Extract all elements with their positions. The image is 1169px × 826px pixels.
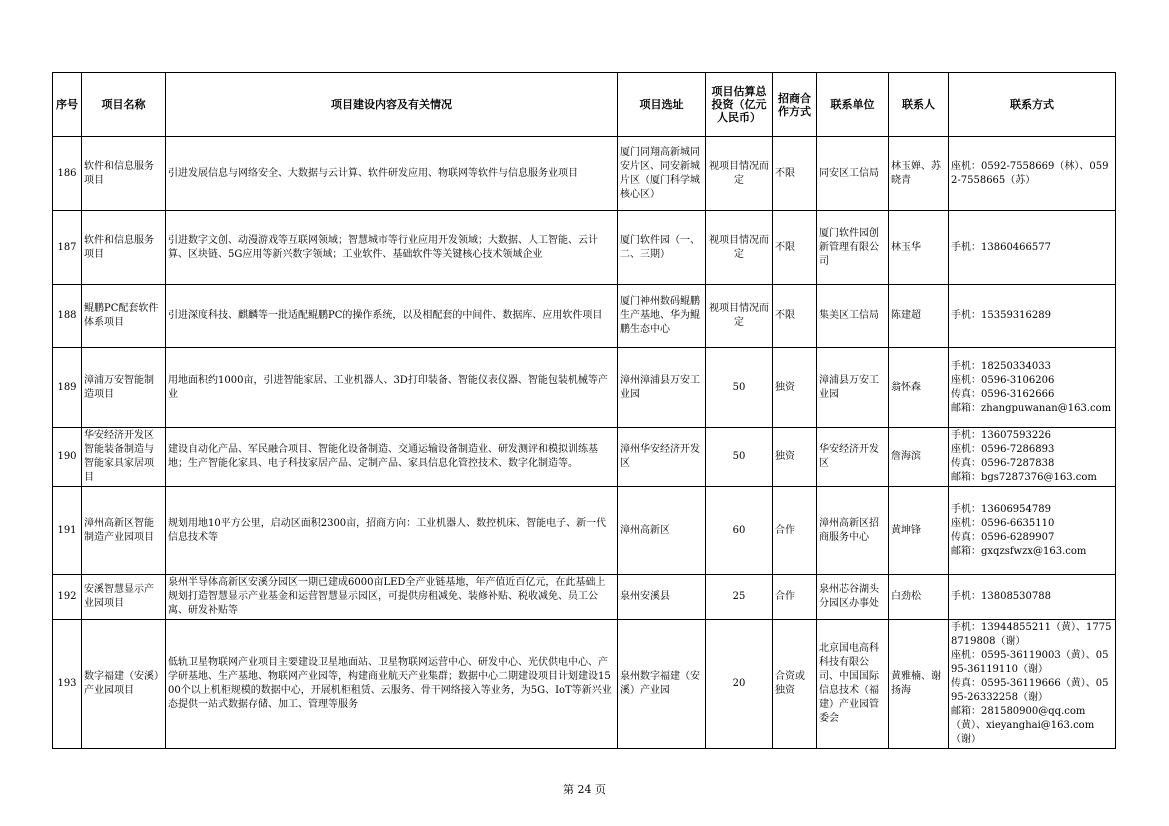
cell-content: 规划用地10平方公里，启动区面积2300亩，招商方向：工业机器人、数控机床、智能电子、新一代信息技术等 [166,487,618,575]
table-row [53,575,1116,620]
header-person: 联系人 [889,73,949,137]
header-content: 项目建设内容及有关情况 [166,73,618,137]
cell-name: 鲲鹏PC配套软件体系项目 [82,285,166,348]
table-row [53,137,1116,211]
cell-name: 软件和信息服务项目 [82,137,166,211]
header-name: 项目名称 [82,73,166,137]
cell-mode: 不限 [773,137,817,211]
cell-mode: 不限 [773,285,817,348]
cell-unit: 漳州高新区招商服务中心 [817,487,889,575]
cell-contact: 手机：13860466577 [949,211,1116,285]
cell-person: 林玉婵、苏晓青 [889,137,949,211]
cell-site: 厦门软件园（一、二、三期） [618,211,706,285]
cell-unit: 漳浦县万安工业园 [817,348,889,428]
table-row [53,428,1116,487]
cell-name: 安溪智慧显示产业园项目 [82,575,166,620]
cell-investment: 60 [706,487,773,575]
cell-no: 188 [53,285,82,348]
cell-person: 翁怀森 [889,348,949,428]
cell-person: 黄坤锋 [889,487,949,575]
cell-site: 漳州华安经济开发区 [618,428,706,487]
cell-person: 白劲松 [889,575,949,620]
cell-investment: 视项目情况而定 [706,285,773,348]
cell-name: 华安经济开发区智能装备制造与智能家具家居项目 [82,428,166,487]
cell-unit: 同安区工信局 [817,137,889,211]
header-unit: 联系单位 [817,73,889,137]
cell-contact: 手机：13606954789 座机：0596-6635110 传真：0596-6289907 邮箱：gxqzsfwzx@163.com [949,487,1116,575]
cell-investment: 50 [706,428,773,487]
cell-no: 193 [53,620,82,749]
cell-site: 漳州高新区 [618,487,706,575]
header-row [53,73,1116,137]
cell-name: 漳州高新区智能制造产业园项目 [82,487,166,575]
cell-contact: 手机：18250334033 座机：0596-3106206 传真：0596-3162666 邮箱：zhangpuwanan@163.com [949,348,1116,428]
cell-unit: 集美区工信局 [817,285,889,348]
cell-mode: 不限 [773,211,817,285]
cell-investment: 视项目情况而定 [706,137,773,211]
table-row [53,487,1116,575]
header-no: 序号 [53,73,82,137]
cell-contact: 手机：13607593226 座机：0596-7286893 传真：0596-7287838 邮箱：bgs7287376@163.com [949,428,1116,487]
cell-content: 用地面积约1000亩，引进智能家居、工业机器人、3D打印装备、智能仪表仪器、智能包装机械等产业 [166,348,618,428]
cell-contact: 手机：13944855211（黄）、17758719808（谢） 座机：0595-36119003（黄）、0595-36119110（谢） 传真：0595-36119666（黄）、0595-26332258（谢） 邮箱：281580900@qq.com（黄）、xieyanghai@163.com（谢） [949,620,1116,749]
cell-contact: 手机：15359316289 [949,285,1116,348]
cell-content: 引进发展信息与网络安全、大数据与云计算、软件研发应用、物联网等软件与信息服务业项目 [166,137,618,211]
cell-mode: 独资 [773,428,817,487]
cell-mode: 合资或独资 [773,620,817,749]
table-row [53,620,1116,749]
cell-content: 泉州半导体高新区安溪分园区一期已建成6000亩LED全产业链基地，年产值近百亿元，在此基础上规划打造智慧显示产业基金和运营智慧显示园区，可提供房租减免、装修补贴、税收减免、员工公寓、研发补贴等 [166,575,618,620]
table-row [53,348,1116,428]
cell-name: 软件和信息服务项目 [82,211,166,285]
cell-unit: 北京国电高科科技有限公司、中国国际信息技术（福建）产业园管委会 [817,620,889,749]
cell-site: 厦门神州数码鲲鹏生产基地、华为鲲鹏生态中心 [618,285,706,348]
cell-name: 数字福建（安溪）产业园项目 [82,620,166,749]
cell-contact: 座机：0592-7558669（林）、0592-7558665（苏） [949,137,1116,211]
table-row [53,211,1116,285]
cell-content: 引进数字文创、动漫游戏等互联网领域；智慧城市等行业应用开发领域；大数据、人工智能、云计算、区块链、5G应用等新兴数字领域；工业软件、基础软件等关键核心技术领域企业 [166,211,618,285]
cell-no: 189 [53,348,82,428]
cell-no: 186 [53,137,82,211]
cell-no: 190 [53,428,82,487]
cell-site: 泉州安溪县 [618,575,706,620]
project-table [52,72,1116,749]
cell-site: 厦门同翔高新城同安片区、同安新城片区（厦门科学城核心区） [618,137,706,211]
table-row [53,285,1116,348]
cell-person: 林玉华 [889,211,949,285]
cell-site: 泉州数字福建（安溪）产业园 [618,620,706,749]
cell-investment: 50 [706,348,773,428]
cell-content: 引进深度科技、麒麟等一批适配鲲鹏PC的操作系统，以及相配套的中间件、数据库、应用软件项目 [166,285,618,348]
header-mode: 招商合作方式 [773,73,817,137]
cell-contact: 手机：13808530788 [949,575,1116,620]
cell-investment: 25 [706,575,773,620]
cell-no: 191 [53,487,82,575]
cell-site: 漳州漳浦县万安工业园 [618,348,706,428]
cell-investment: 20 [706,620,773,749]
cell-content: 低轨卫星物联网产业项目主要建设卫星地面站、卫星物联网运营中心、研发中心、光伏供电中心、产学研基地、生产基地、物联网产业园等，构建商业航天产业集群；数据中心二期建设项目计划建设1500个以上机柜规模的数据中心，开展机柜租赁、云服务、骨干网络接入等业务，为5G、IoT等新兴业态提供一站式数据存储、加工、管理等服务 [166,620,618,749]
cell-no: 192 [53,575,82,620]
cell-person: 陈建超 [889,285,949,348]
cell-name: 漳浦万安智能制造项目 [82,348,166,428]
cell-unit: 泉州芯谷湖头分园区办事处 [817,575,889,620]
cell-mode: 合作 [773,575,817,620]
cell-person: 黄雅楠、谢扬海 [889,620,949,749]
cell-unit: 厦门软件园创新管理有限公司 [817,211,889,285]
page-number: 第 24 页 [563,783,606,796]
header-site: 项目选址 [618,73,706,137]
cell-person: 詹海滨 [889,428,949,487]
cell-mode: 独资 [773,348,817,428]
cell-content: 建设自动化产品、军民融合项目、智能化设备制造、交通运输设备制造业、研发测评和模拟训练基地；生产智能化家具、电子科技家居产品、定制产品、家具信息化管控技术、数字化制造等。 [166,428,618,487]
cell-unit: 华安经济开发区 [817,428,889,487]
cell-investment: 视项目情况而定 [706,211,773,285]
cell-mode: 合作 [773,487,817,575]
header-investment: 项目估算总投资（亿元人民币） [706,73,773,137]
cell-no: 187 [53,211,82,285]
header-contact: 联系方式 [949,73,1116,137]
